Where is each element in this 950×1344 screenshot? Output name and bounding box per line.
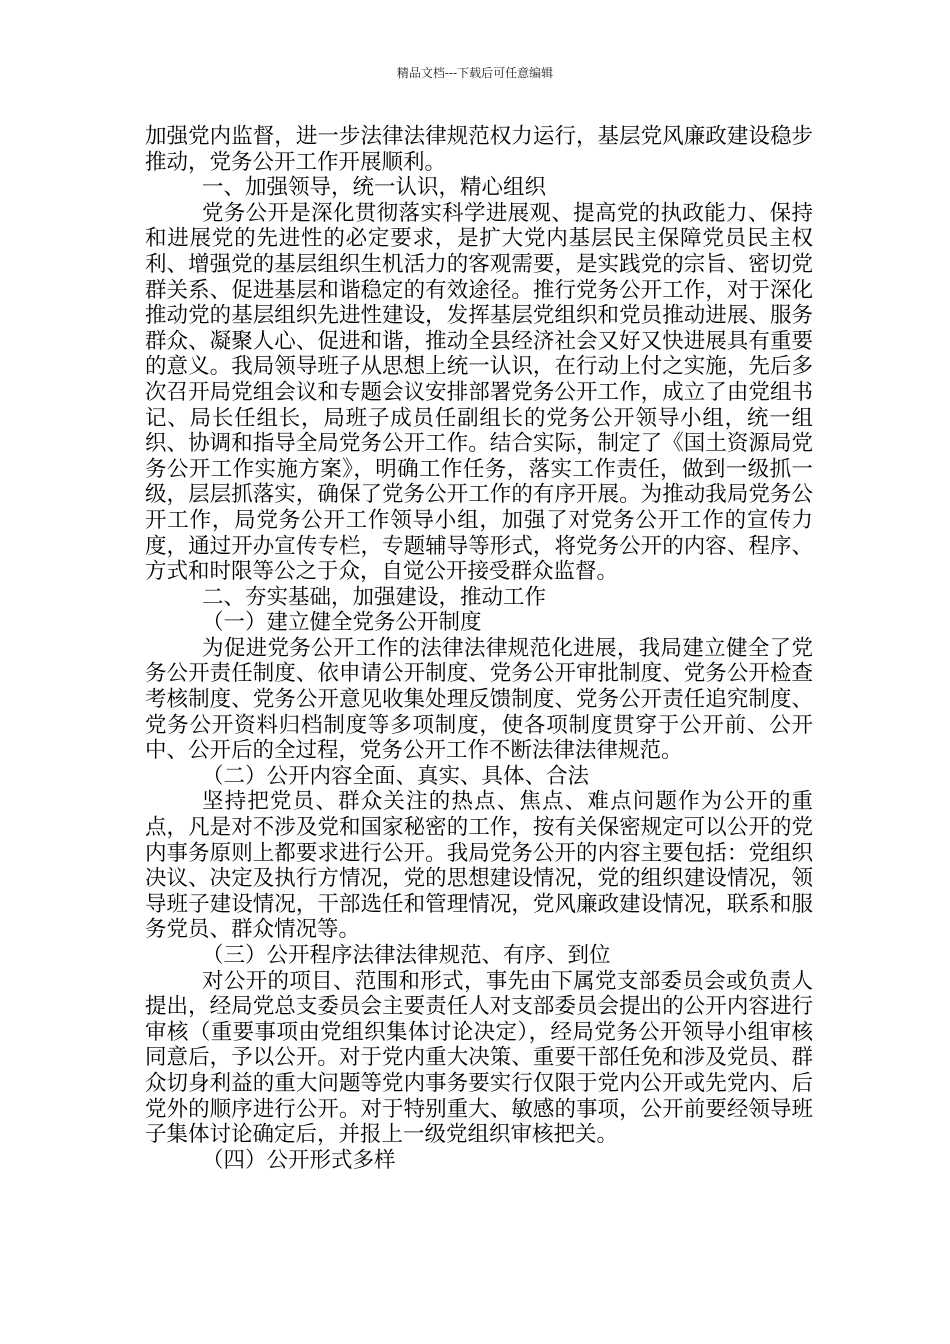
subsection-heading: （二）公开内容全面、真实、具体、合法: [202, 763, 590, 789]
paragraph: 为促进党务公开工作的法律法律规范化进展，我局建立健全了党务公开责任制度、依申请公开制度、党务公开审批制度、党务公开检查考核制度、党务公开意见收集处理反馈制度、党务公开责任追究制度、党务公开资料归档制度等多项制度，使各项制度贯穿于公开前、公开中、公开后的全过程，党务公开工作不断法律法律规范。: [145, 635, 813, 764]
subsection-heading: （四）公开形式多样: [202, 1147, 396, 1173]
paragraph: 党务公开是深化贯彻落实科学进展观、提高党的执政能力、保持和进展党的先进性的必定要求，是扩大党内基层民主保障党员民主权利、增强党的基层组织生机活力的客观需要，是实践党的宗旨、密切党群关系、促进基层和谐稳定的有效途径。推行党务公开工作，对于深化推动党的基层组织先进性建设，发挥基层党组织和党员推动进展、服务群众、凝聚人心、促进和谐，推动全县经济社会又好又快进展具有重要的意义。我局领导班子从思想上统一认识，在行动上付之实施，先后多次召开局党组会议和专题会议安排部署党务公开工作，成立了由党组书记、局长任组长，局班子成员任副组长的党务公开领导小组，统一组织、协调和指导全局党务公开工作。结合实际，制定了《国土资源局党务公开工作实施方案》，明确工作任务，落实工作责任，做到一级抓一级，层层抓落实，确保了党务公开工作的有序开展。为推动我局党务公开工作，局党务公开工作领导小组，加强了对党务公开工作的宣传力度，通过开办宣传专栏，专题辅导等形式，将党务公开的内容、程序、方式和时限等公之于众，自觉公开接受群众监督。: [145, 200, 813, 585]
section-heading: 一、加强领导，统一认识，精心组织: [202, 175, 547, 201]
subsection-heading: （一）建立健全党务公开制度: [202, 610, 482, 636]
paragraph: 加强党内监督，进一步法律法律规范权力运行，基层党风廉政建设稳步推动，党务公开工作开展顺利。: [145, 124, 813, 175]
paragraph: 坚持把党员、群众关注的热点、焦点、难点问题作为公开的重点，凡是对不涉及党和国家秘密的工作，按有关保密规定可以公开的党内事务原则上都要求进行公开。我局党务公开的内容主要包括：党组织决议、决定及执行方情况，党的思想建设情况，党的组织建设情况，领导班子建设情况，干部选任和管理情况，党风廉政建设情况，联系和服务党员、群众情况等。: [145, 789, 813, 943]
section-heading: 二、夯实基础，加强建设，推动工作: [202, 584, 547, 610]
subsection-heading: （三）公开程序法律法律规范、有序、到位: [202, 943, 611, 968]
paragraph: 对公开的项目、范围和形式，事先由下属党支部委员会或负责人提出，经局党总支委员会主要责任人对支部委员会提出的公开内容进行审核（重要事项由党组织集体讨论决定），经局党务公开领导小组审核同意后，予以公开。对于党内重大决策、重要干部任免和涉及党员、群众切身利益的重大问题等党内事务要实行仅限于党内公开或先党内、后党外的顺序进行公开。对于特别重大、敏感的事项，公开前要经领导班子集体讨论确定后，并报上一级党组织审核把关。: [145, 968, 813, 1148]
document-body: [145, 124, 813, 1173]
page-header: 精品文档---下载后可任意编辑: [396, 66, 554, 80]
